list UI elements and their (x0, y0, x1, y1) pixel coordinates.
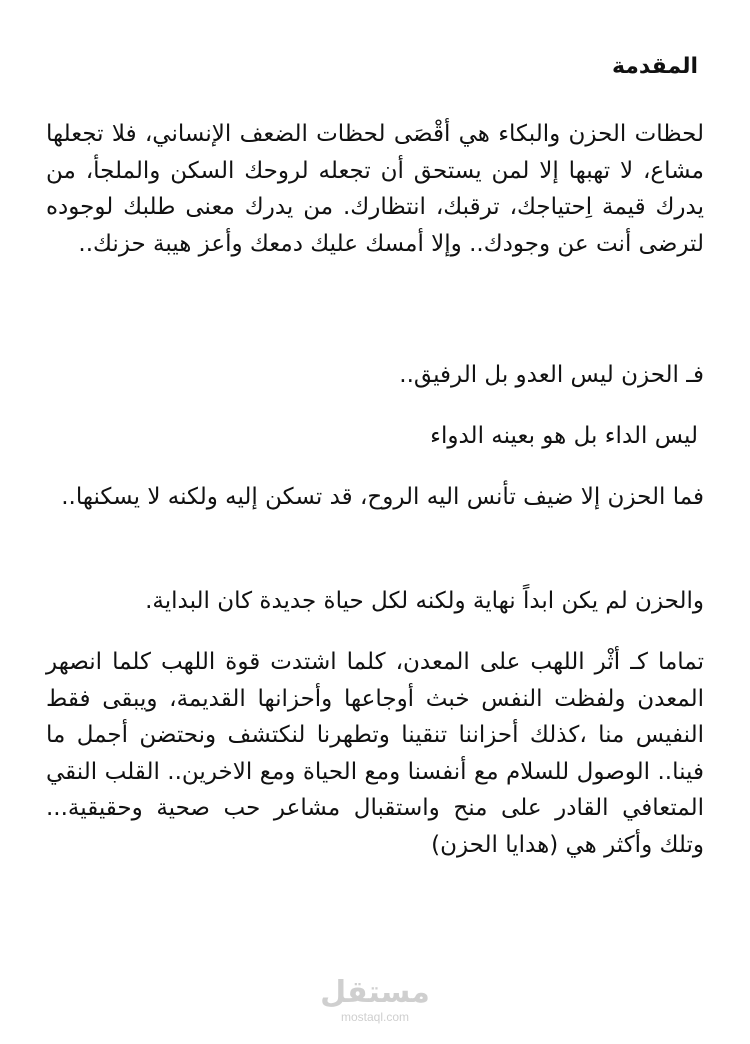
paragraph-flame: تماما كـ أثْر اللهب على المعدن، كلما اشتدت قوة اللهب كلما انصهر المعدن ولفظت النفس خبث أوجاعها وأحزانها القديمة، ويبقى فقط النفيس منا ،كذلك أحزاننا تنقينا وتطهرنا لنكتشف ونحتضن أجمل ما فينا.. الوصول للسلام مع أنفسنا ومع الحياة ومع الاخرين.. القلب النقي المتعافي القادر على منح واستقبال مشاعر حب صحية وحقيقية... وتلك وأكثر هي (هدايا الحزن) (46, 649, 704, 858)
document-title: المقدمة (611, 54, 698, 79)
mostaql-watermark (0, 976, 750, 1024)
paragraph-companion: فـ الحزن ليس العدو بل الرفيق.. (399, 362, 704, 388)
paragraph-intro: لحظات الحزن والبكاء هي أقْصَى لحظات الضعف الإنساني، فلا تجعلها مشاع، لا تهبها إلا لمن يستحق أن تجعله لروحك السكن والملجأ، من يدرك قيمة اِحتياجك، ترقبك، انتظارك. من يدرك معنى طلبك لوجوده لترضى أنت عن وجودك.. وإلا أمسك عليك دمعك وأعز هيبة حزنك.. (46, 121, 704, 257)
watermark-logo: مستقل (320, 975, 430, 1010)
paragraph-guest: فما الحزن إلا ضيف تأنس اليه الروح، قد تسكن إليه ولكنه لا يسكنها.. (61, 484, 704, 510)
paragraph-remedy: ليس الداء بل هو بعينه الدواء (430, 423, 698, 449)
watermark-url: mostaql.com (340, 1010, 410, 1024)
paragraph-beginning: والحزن لم يكن ابداً نهاية ولكنه لكل حياة جديدة كان البداية. (145, 588, 704, 614)
